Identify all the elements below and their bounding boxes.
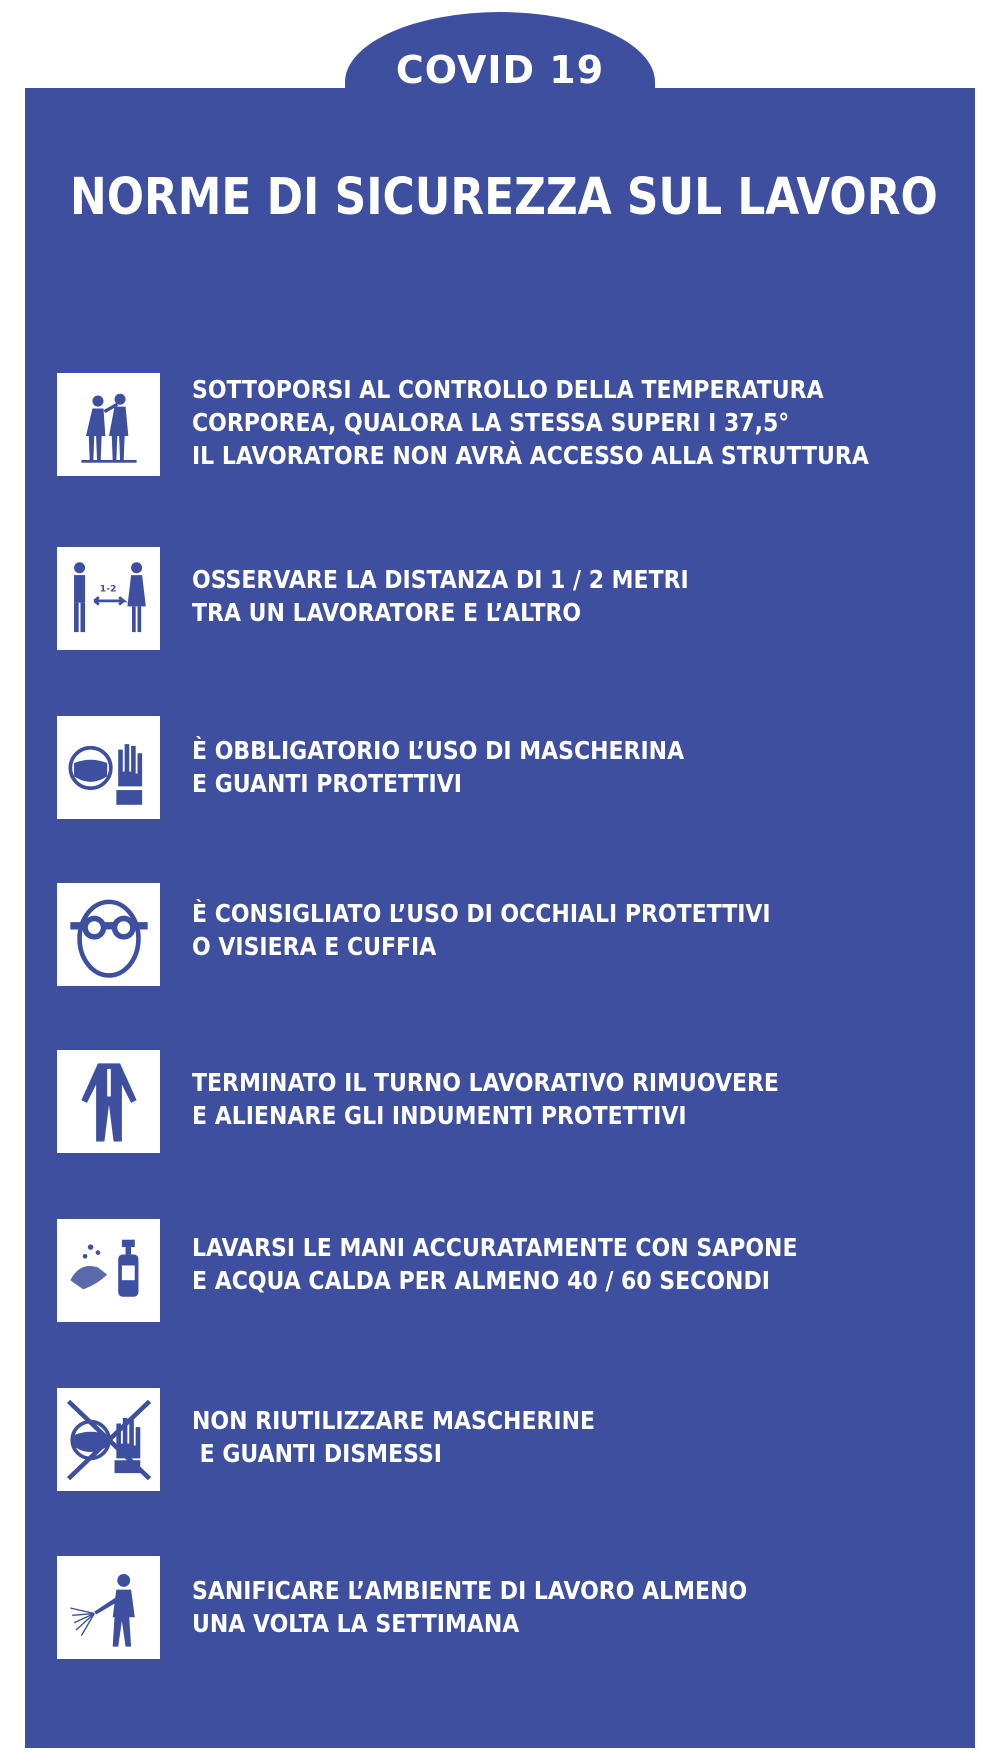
mask-and-gloves-icon bbox=[57, 716, 160, 819]
rule-line: SANIFICARE L’AMBIENTE DI LAVORO ALMENO bbox=[192, 1576, 748, 1605]
social-distance-icon bbox=[57, 547, 160, 650]
rule-line: E ALIENARE GLI INDUMENTI PROTETTIVI bbox=[192, 1101, 687, 1130]
hand-washing-icon bbox=[57, 1219, 160, 1322]
page-title: NORME DI SICUREZZA SUL LAVORO bbox=[70, 168, 938, 227]
goggles-icon bbox=[57, 883, 160, 986]
rule-line: E ACQUA CALDA PER ALMENO 40 / 60 SECONDI bbox=[192, 1266, 770, 1295]
rule-line: È OBBLIGATORIO L’USO DI MASCHERINA bbox=[192, 736, 685, 765]
rule-line: TERMINATO IL TURNO LAVORATIVO RIMUOVERE bbox=[192, 1068, 779, 1097]
rule-line: LAVARSI LE MANI ACCURATAMENTE CON SAPONE bbox=[192, 1233, 798, 1262]
rule-line: TRA UN LAVORATORE E L’ALTRO bbox=[192, 598, 582, 627]
rule-line: OSSERVARE LA DISTANZA DI 1 / 2 METRI bbox=[192, 565, 689, 594]
rule-line: IL LAVORATORE NON AVRÀ ACCESSO ALLA STRUTTURA bbox=[192, 441, 869, 470]
tab-title: COVID 19 bbox=[395, 48, 605, 92]
rule-line: E GUANTI DISMESSI bbox=[192, 1439, 442, 1468]
rule-line: CORPOREA, QUALORA LA STESSA SUPERI I 37,5° bbox=[192, 408, 790, 437]
rule-line: E GUANTI PROTETTIVI bbox=[192, 769, 462, 798]
sanitize-spray-icon bbox=[57, 1556, 160, 1659]
protective-suit-icon bbox=[57, 1050, 160, 1153]
covid-tab bbox=[345, 12, 655, 142]
temperature-check-icon bbox=[57, 373, 160, 476]
rule-line: SOTTOPORSI AL CONTROLLO DELLA TEMPERATURA bbox=[192, 375, 824, 404]
svg-text:1-2: 1-2 bbox=[99, 583, 116, 595]
rule-line: UNA VOLTA LA SETTIMANA bbox=[192, 1609, 520, 1638]
rule-line: È CONSIGLIATO L’USO DI OCCHIALI PROTETTIVI bbox=[192, 899, 771, 928]
rule-line: O VISIERA E CUFFIA bbox=[192, 932, 437, 961]
no-reuse-icon bbox=[57, 1388, 160, 1491]
rule-line: NON RIUTILIZZARE MASCHERINE bbox=[192, 1406, 596, 1435]
